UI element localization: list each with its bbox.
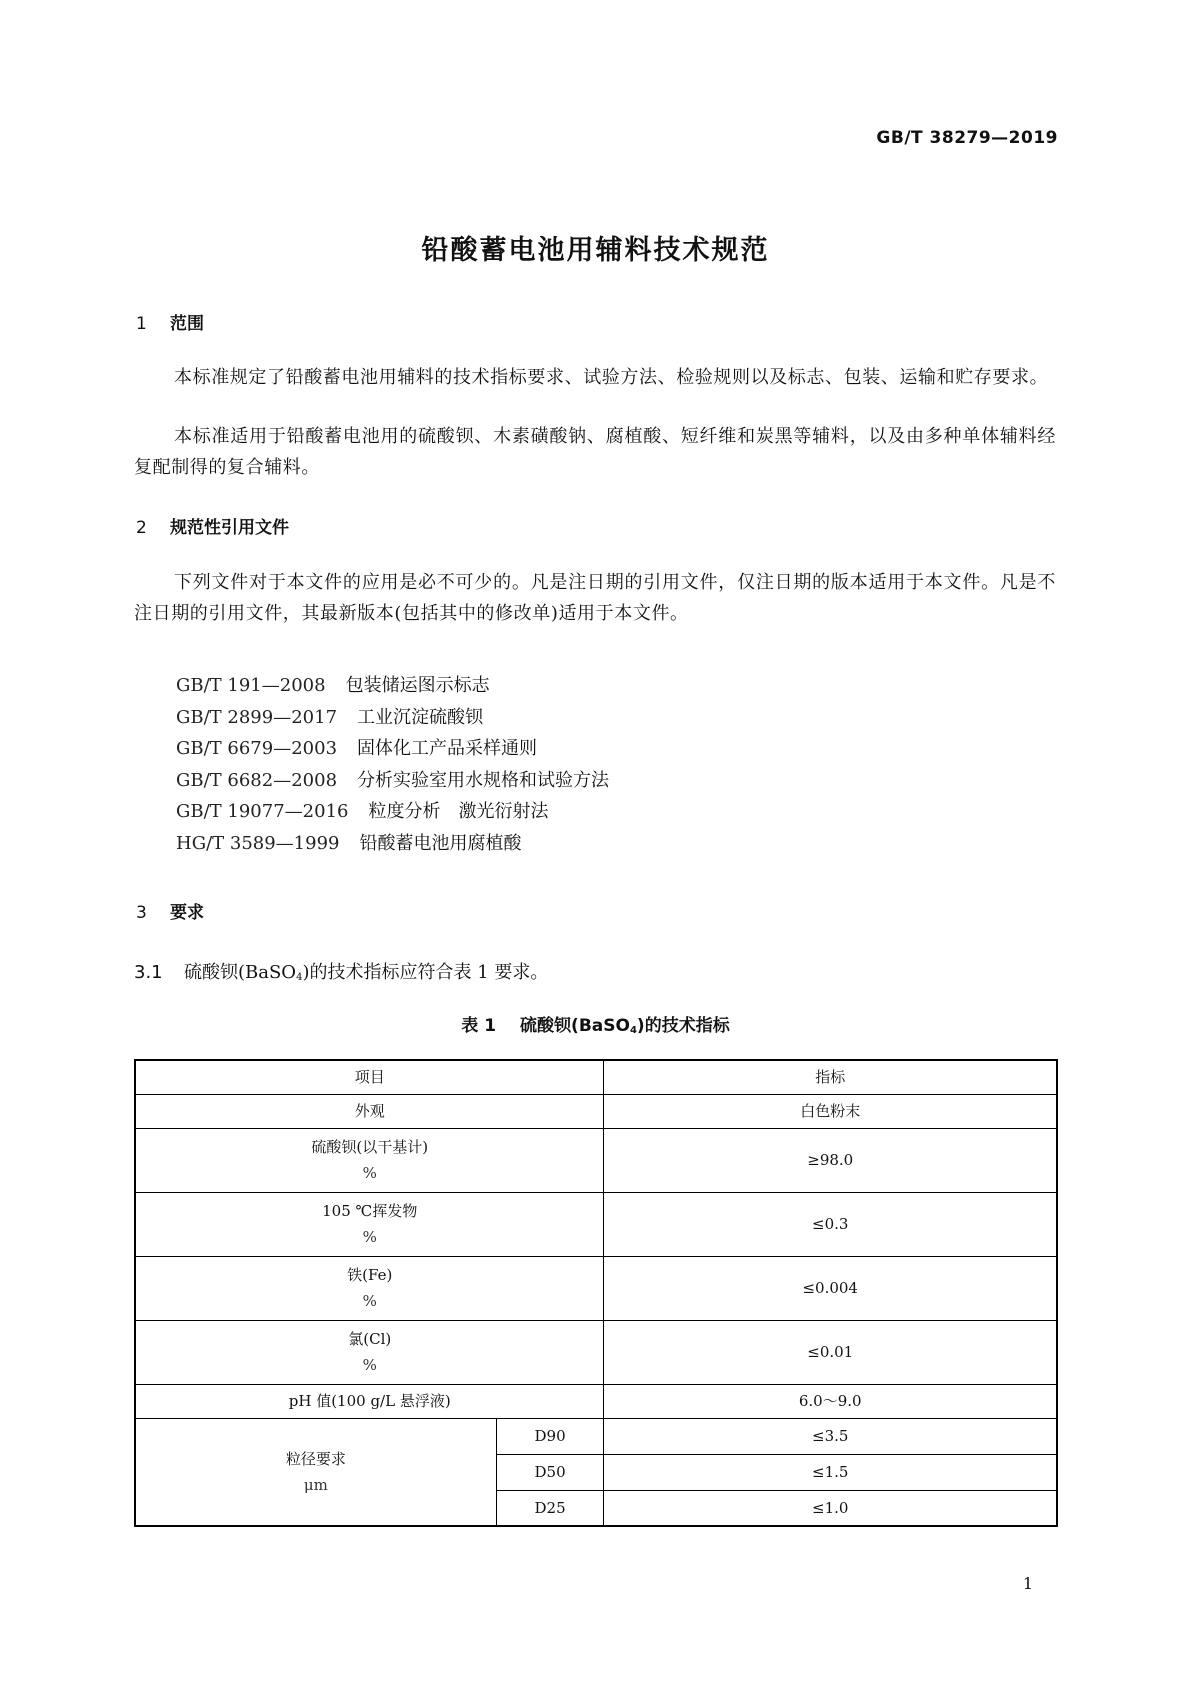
reference-list	[176, 670, 609, 860]
section-title: 要求	[170, 903, 204, 923]
value-cell: ≥98.0	[604, 1128, 1057, 1192]
value-cell: ≤1.5	[604, 1454, 1057, 1490]
reference-title: 固体化工产品采样通则	[357, 738, 538, 760]
reference-code: GB/T 2899—2017	[176, 706, 338, 728]
section-number: 3	[136, 903, 147, 923]
sub-item-cell: D50	[496, 1454, 604, 1490]
value-cell: ≤1.0	[604, 1490, 1057, 1526]
value-cell: 白色粉末	[604, 1094, 1057, 1128]
section-number: 2	[136, 518, 147, 538]
reference-code: HG/T 3589—1999	[176, 832, 340, 854]
table-number: 表 1	[461, 1016, 497, 1036]
reference-code: GB/T 6679—2003	[176, 738, 338, 760]
page-number: 1	[1022, 1574, 1033, 1593]
section-title: 规范性引用文件	[170, 518, 289, 538]
unit-label: %	[362, 1356, 377, 1374]
item-cell: 外观	[135, 1094, 604, 1128]
reference-code: GB/T 6682—2008	[176, 769, 338, 791]
section-title: 范围	[170, 314, 204, 334]
clause-text: 硫酸钡(BaSO$_4$)的技术指标应符合表 1 要求。	[184, 962, 549, 983]
table-row	[135, 1384, 1057, 1418]
reference-item	[176, 796, 609, 828]
reference-title: 铅酸蓄电池用腐植酸	[359, 832, 522, 854]
reference-title: 粒度分析 激光衍射法	[368, 801, 549, 823]
item-cell: pH 值(100 g/L 悬浮液)	[135, 1384, 604, 1418]
item-cell: 铁(Fe) %	[135, 1256, 604, 1320]
section-2-heading	[136, 513, 289, 538]
table-header-row	[135, 1060, 1057, 1094]
specification-table	[134, 1059, 1058, 1527]
value-cell: ≤0.3	[604, 1192, 1057, 1256]
reference-item	[176, 765, 609, 797]
reference-item	[176, 670, 609, 702]
scope-paragraph-1: 本标准规定了铅酸蓄电池用辅料的技术指标要求、试验方法、检验规则以及标志、包装、运输和贮存要求。	[174, 367, 1049, 388]
item-cell: 粒径要求 μm	[135, 1418, 496, 1526]
reference-title: 包装储运图示标志	[345, 675, 490, 696]
table-row	[135, 1320, 1057, 1384]
value-cell: 6.0～9.0	[604, 1384, 1057, 1418]
section-number: 1	[136, 314, 147, 334]
sub-item-cell: D25	[496, 1490, 604, 1526]
reference-item	[176, 702, 609, 734]
item-cell: 硫酸钡(以干基计) %	[135, 1128, 604, 1192]
reference-item	[176, 733, 609, 765]
table-caption	[0, 1011, 1191, 1036]
references-intro: 下列文件对于本文件的应用是必不可少的。凡是注日期的引用文件，仅注日期的版本适用于本文件。凡是不注日期的引用文件，其最新版本(包括其中的修改单)适用于本文件。	[134, 572, 1056, 624]
clause-number: 3.1	[134, 962, 163, 983]
sub-item-cell: D90	[496, 1418, 604, 1454]
value-cell: ≤0.004	[604, 1256, 1057, 1320]
section-1-heading	[136, 309, 204, 334]
scope-paragraph-2: 本标准适用于铅酸蓄电池用的硫酸钡、木素磺酸钠、腐植酸、短纤维和炭黑等辅料，以及由多种单体辅料经复配制得的复合辅料。	[134, 426, 1056, 478]
section-3-heading	[136, 898, 204, 923]
reference-item	[176, 828, 609, 860]
table-row	[135, 1418, 1057, 1454]
reference-title: 分析实验室用水规格和试验方法	[357, 769, 610, 791]
header-indicator: 指标	[604, 1060, 1057, 1094]
reference-code: GB/T 19077—2016	[176, 801, 349, 823]
unit-label: %	[362, 1292, 377, 1310]
reference-code: GB/T 191—2008	[176, 675, 326, 696]
table-row	[135, 1128, 1057, 1192]
table-row	[135, 1256, 1057, 1320]
value-cell: ≤0.01	[604, 1320, 1057, 1384]
unit-label: μm	[303, 1475, 328, 1494]
table-title: 硫酸钡(BaSO$_4$)的技术指标	[520, 1016, 730, 1036]
standard-number: GB/T 38279—2019	[876, 128, 1058, 148]
table-row	[135, 1192, 1057, 1256]
table-row	[135, 1094, 1057, 1128]
unit-label: %	[362, 1228, 377, 1246]
item-cell: 105 ℃挥发物 %	[135, 1192, 604, 1256]
reference-title: 工业沉淀硫酸钡	[357, 706, 484, 728]
unit-label: %	[362, 1164, 377, 1182]
header-item: 项目	[135, 1060, 604, 1094]
document-title: 铅酸蓄电池用辅料技术规范	[421, 235, 770, 266]
value-cell: ≤3.5	[604, 1418, 1057, 1454]
item-cell: 氯(Cl) %	[135, 1320, 604, 1384]
clause-3-1	[134, 958, 548, 984]
